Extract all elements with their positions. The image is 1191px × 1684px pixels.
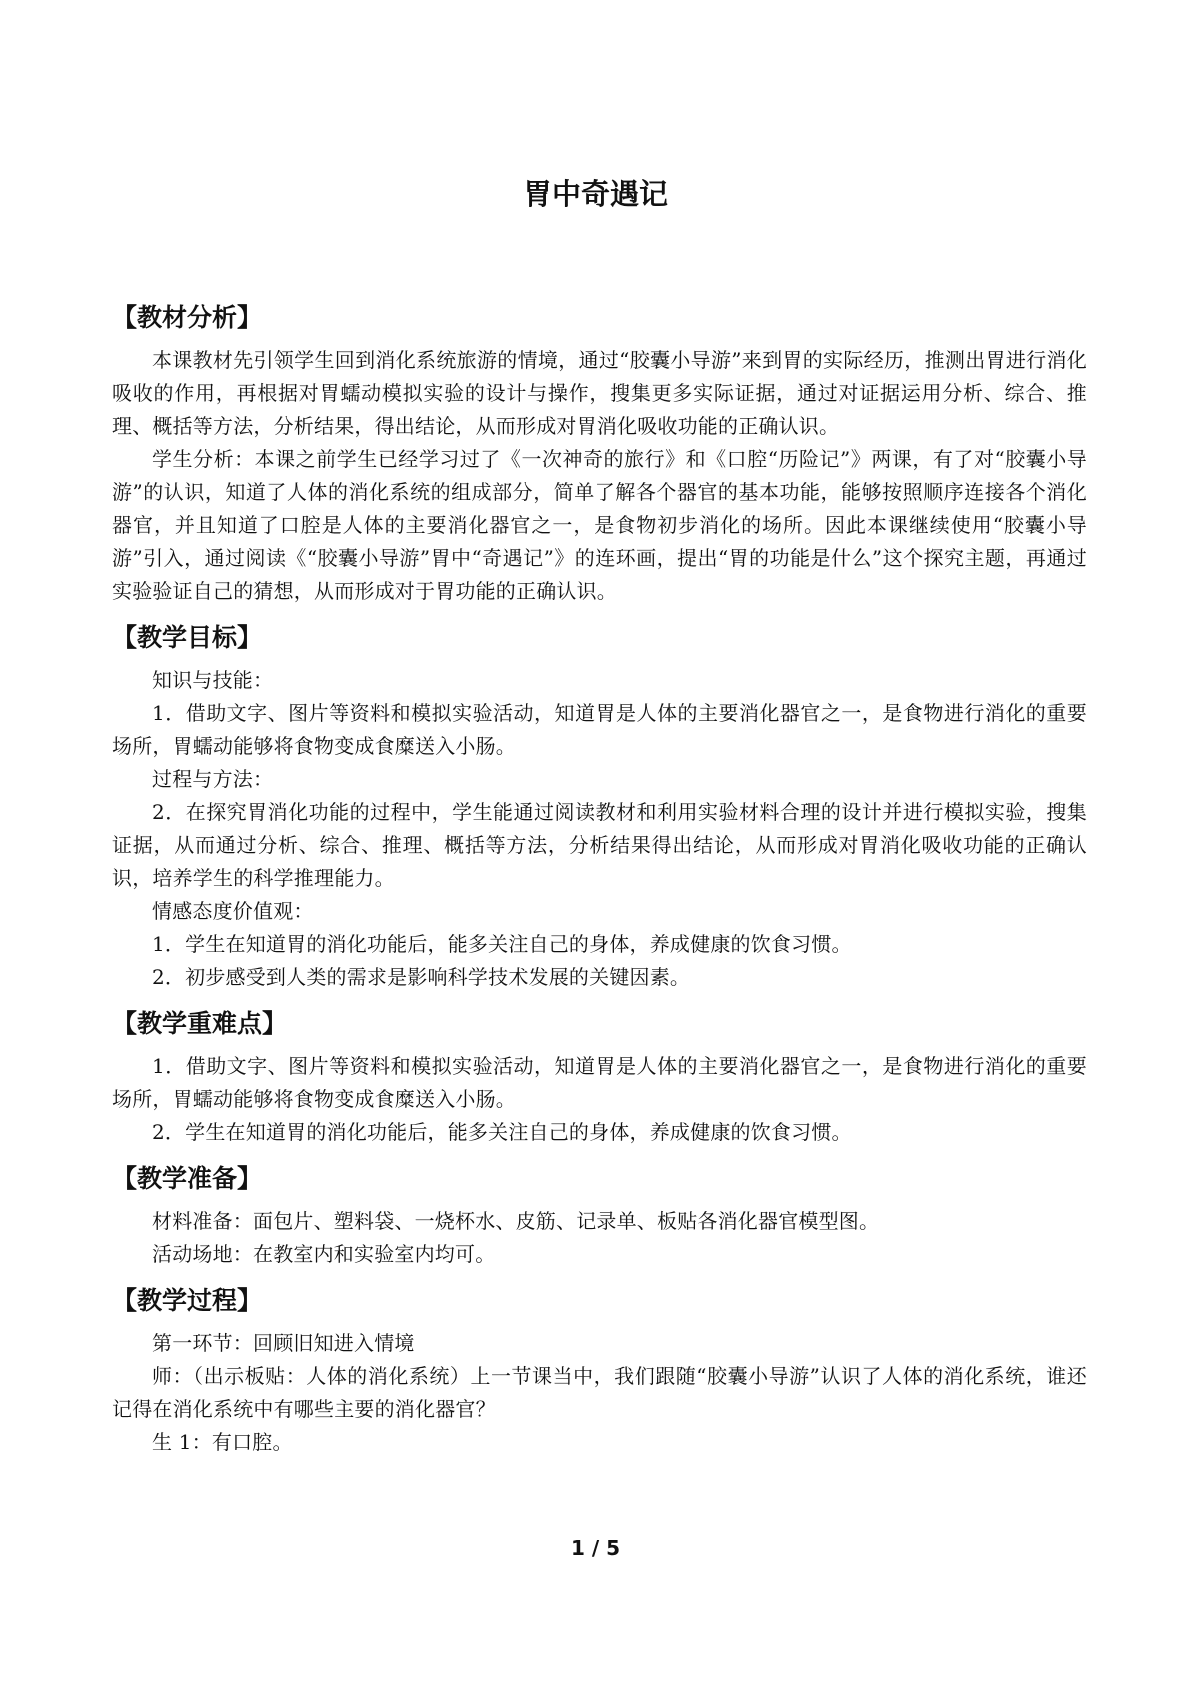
page-number: 1 / 5	[570, 1536, 621, 1560]
section-heading: 【教材分析】	[112, 303, 263, 332]
paragraph: 师：（出示板贴：人体的消化系统）上一节课当中，我们跟随“胶囊小导游”认识了人体的消化系统，谁还记得在消化系统中有哪些主要的消化器官？	[112, 1364, 1087, 1421]
paragraph: 活动场地：在教室内和实验室内均可。	[152, 1242, 496, 1266]
paragraph: 2．在探究胃消化功能的过程中，学生能通过阅读教材和利用实验材料合理的设计并进行模拟实验，搜集证据，从而通过分析、综合、推理、概括等方法，分析结果得出结论，从而形成对胃消化吸收功能的正确认识，培养学生的科学推理能力。	[112, 800, 1087, 890]
section-heading: 【教学目标】	[112, 623, 263, 652]
section-preparation	[112, 1161, 1087, 1271]
document-body	[112, 300, 1087, 1471]
paragraph: 情感态度价值观：	[152, 899, 314, 923]
section-teaching-process	[112, 1283, 1087, 1459]
paragraph: 第一环节：回顾旧知进入情境	[152, 1331, 415, 1355]
paragraph: 生 1：有口腔。	[152, 1430, 293, 1454]
paragraph: 1．借助文字、图片等资料和模拟实验活动，知道胃是人体的主要消化器官之一，是食物进行消化的重要场所，胃蠕动能够将食物变成食糜送入小肠。	[112, 1054, 1087, 1111]
section-heading: 【教学重难点】	[112, 1009, 288, 1038]
section-key-difficulties	[112, 1006, 1087, 1149]
paragraph: 2．学生在知道胃的消化功能后，能多关注自己的身体，养成健康的饮食习惯。	[152, 1120, 852, 1144]
paragraph: 学生分析：本课之前学生已经学习过了《一次神奇的旅行》和《口腔“历险记”》两课，有了对“胶囊小导游”的认识，知道了人体的消化系统的组成部分，简单了解各个器官的基本功能，能够按照顺序连接各个消化器官，并且知道了口腔是人体的主要消化器官之一，是食物初步消化的场所。因此本课继续使用“胶囊小导游”引入，通过阅读《“胶囊小导游”胃中“奇遇记”》的连环画，提出“胃的功能是什么”这个探究主题，再通过实验验证自己的猜想，从而形成对于胃功能的正确认识。	[112, 447, 1087, 603]
paragraph: 材料准备：面包片、塑料袋、一烧杯水、皮筋、记录单、板贴各消化器官模型图。	[152, 1209, 880, 1233]
section-teaching-objectives	[112, 620, 1087, 994]
document-title: 胃中奇遇记	[522, 177, 668, 211]
paragraph: 本课教材先引领学生回到消化系统旅游的情境，通过“胶囊小导游”来到胃的实际经历，推测出胃进行消化吸收的作用，再根据对胃蠕动模拟实验的设计与操作，搜集更多实际证据，通过对证据运用分析、综合、推理、概括等方法，分析结果，得出结论，从而形成对胃消化吸收功能的正确认识。	[112, 348, 1087, 438]
paragraph: 1．学生在知道胃的消化功能后，能多关注自己的身体，养成健康的饮食习惯。	[152, 932, 852, 956]
paragraph: 1．借助文字、图片等资料和模拟实验活动，知道胃是人体的主要消化器官之一，是食物进行消化的重要场所，胃蠕动能够将食物变成食糜送入小肠。	[112, 701, 1087, 758]
section-heading: 【教学过程】	[112, 1286, 263, 1315]
section-material-analysis	[112, 300, 1087, 608]
paragraph: 2．初步感受到人类的需求是影响科学技术发展的关键因素。	[152, 965, 691, 989]
paragraph: 知识与技能：	[152, 668, 274, 692]
paragraph: 过程与方法：	[152, 767, 274, 791]
section-heading: 【教学准备】	[112, 1164, 263, 1193]
